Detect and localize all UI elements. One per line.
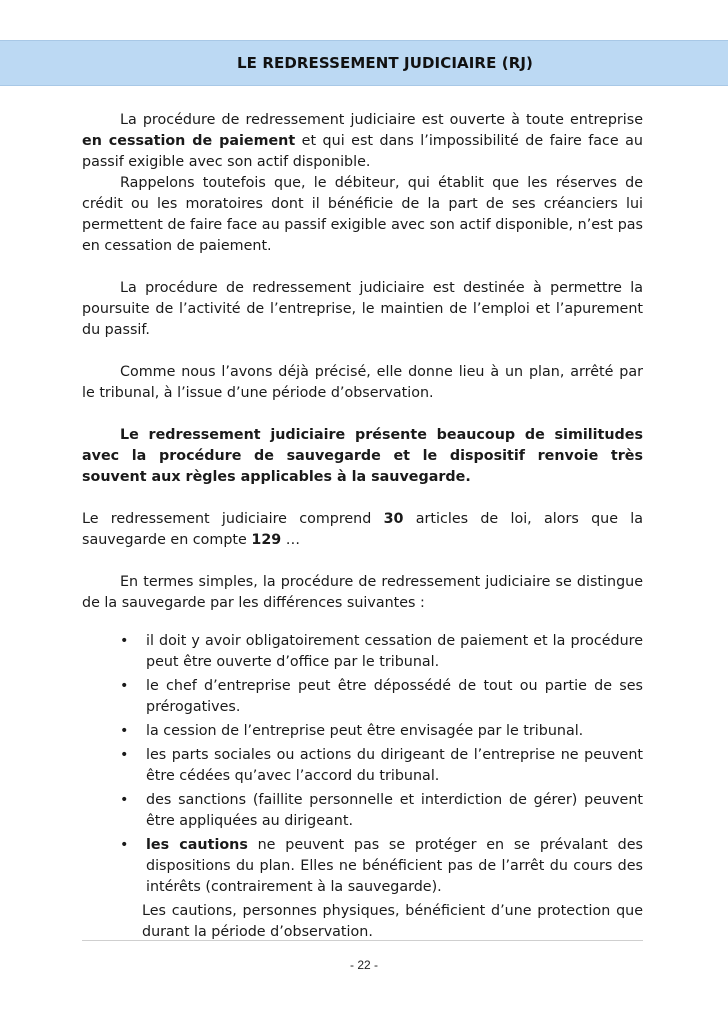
p1-text-a: La procédure de redressement judiciaire est ouverte à toute entreprise [120,112,643,128]
paragraph-3: La procédure de redressement judiciaire est destinée à permettre la poursuite de l’activité de l’entreprise, le maintien de l’emploi et l’apurement du passif. [82,280,643,338]
paragraph-4: Comme nous l’avons déjà précisé, elle donne lieu à un plan, arrêté par le tribunal, à l’issue d’une période d’observation. [82,364,643,401]
page-title: LE REDRESSEMENT JUDICIAIRE (RJ) [237,54,533,72]
p6-number-129: 129 [251,532,282,548]
paragraph-7: En termes simples, la procédure de redressement judiciaire se distingue de la sauvegarde par les différences suivantes : [82,574,643,611]
list-item [82,676,643,718]
bullet-icon: • [120,633,129,649]
p6-text-c: articles de loi, alors que la sauvegarde en compte [82,511,643,548]
list-item-text: il doit y avoir obligatoirement cessation de paiement et la procédure peut être ouverte d’office par le tribunal. [146,633,643,670]
list-item-text: les parts sociales ou actions du dirigeant de l’entreprise ne peuvent être cédées qu’avec l’accord du tribunal. [146,747,643,784]
list-item-text: des sanctions (faillite personnelle et interdiction de gérer) peuvent être appliquées au dirigeant. [146,792,643,829]
p6-number-30: 30 [383,511,404,527]
list-item [82,721,643,742]
list-item-text: la cession de l’entreprise peut être envisagée par le tribunal. [146,723,584,739]
p6-text-e: … [281,532,301,548]
paragraph-5-bold: Le redressement judiciaire présente beaucoup de similitudes avec la procédure de sauvegarde et le dispositif renvoie très souvent aux règles applicables à la sauvegarde. [82,427,643,485]
document-body [82,110,643,943]
list-item [82,790,643,832]
title-band [0,40,728,86]
p1-bold: en cessation de paiement [82,133,296,149]
list-item-text: ne peuvent pas se protéger en se prévalant des dispositions du plan. Elles ne bénéficient pas de l’arrêt du cours des intérêts (contrairement à la sauvegarde). [146,837,643,895]
list-item-text: le chef d’entreprise peut être dépossédé de tout ou partie de ses prérogatives. [146,678,643,715]
paragraph-2: Rappelons toutefois que, le débiteur, qui établit que les réserves de crédit ou les moratoires dont il bénéficie de la part de ses créanciers lui permettent de faire face au passif exigible avec son actif disponible, n’est pas en cessation de paiement. [82,175,643,254]
bullet-icon: • [120,723,129,739]
bullet-icon: • [120,837,129,853]
p6-text-a: Le redressement judiciaire comprend [82,511,384,527]
p1-text-c: et qui est dans l’impossibilité de faire face au passif exigible avec son actif disponible. [82,133,643,170]
footer-divider [82,940,643,941]
cautions-note: Les cautions, personnes physiques, bénéficient d’une protection que durant la période d’observation. [142,903,643,940]
page-number: - 22 - [349,958,378,972]
list-item [82,745,643,787]
bullet-icon: • [120,678,129,694]
paragraph-1 [82,110,643,173]
bullet-icon: • [120,792,129,808]
differences-list [82,631,643,898]
list-item [82,631,643,673]
paragraph-6 [82,509,643,551]
list-item [82,835,643,898]
bullet-icon: • [120,747,129,763]
list-item-bold: les cautions [146,837,248,853]
